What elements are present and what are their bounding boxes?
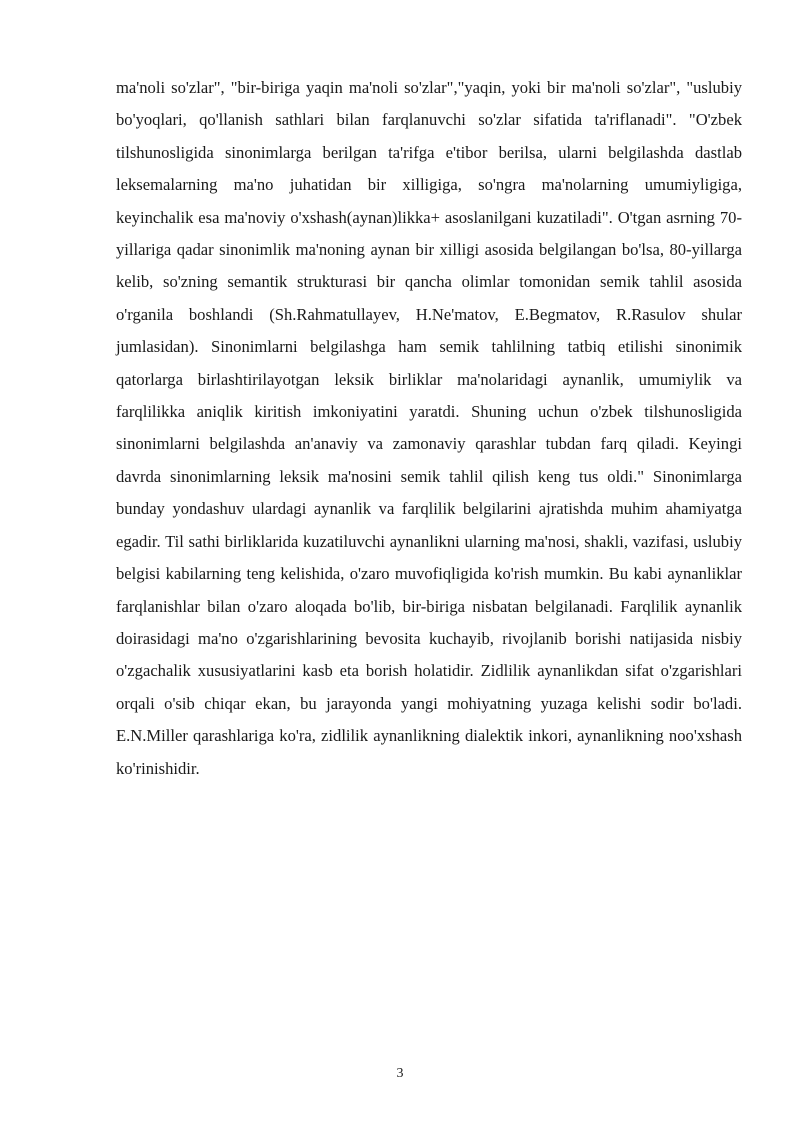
page-number: 3 xyxy=(396,1066,404,1081)
body-paragraph: ma'noli so'zlar", "bir-biriga yaqin ma'noli so'zlar","yaqin, yoki bir ma'noli so'zlar", "uslubiy bo'yoqlari, qo'llanish sathlari bilan farqlanuvchi so'zlar sifatida ta'riflanadi". "O'zbek tilshunosligida sinonimlarga berilgan ta'rifga e'tibor berilsa, ularni belgilashda dastlab leksemalarning ma'no juhatidan bir xilligiga, so'ngra ma'nolarning umumiyligiga, keyinchalik esa ma'noviy o'xshash(aynan)likka+ asoslanilgani kuzatiladi". O'tgan asrning 70-yillariga qadar sinonimlik ma'noning aynan bir xilligi asosida belgilangan bo'lsa, 80-yillarga kelib, so'zning semantik strukturasi bir qancha olimlar tomonidan semik tahlil asosida o'rganila boshlandi (Sh.Rahmatullayev, H.Ne'matov, E.Begmatov, R.Rasulov shular jumlasidan). Sinonimlarni belgilashga ham semik tahlilning tatbiq etilishi sinonimik qatorlarga birlashtirilayotgan leksik birliklar ma'nolaridagi aynanlik, umumiylik va farqlilikka aniqlik kiritish imkoniyatini yaratdi. Shuning uchun o'zbek tilshunosligida sinonimlarni belgilashda an'anaviy va zamonaviy qarashlar tubdan farq qiladi. Keyingi davrda sinonimlarning leksik ma'nosini semik tahlil qilish keng tus oldi." Sinonimlarga bunday yondashuv ulardagi aynanlik va farqlilik belgilarini ajratishda muhim ahamiyatga egadir. Til sathi birliklarida kuzatiluvchi aynanlikni ularning ma'nosi, shakli, vazifasi, uslubiy belgisi kabilarning teng kelishida, o'zaro muvofiqligida ko'rish mumkin. Bu kabi aynanliklar farqlanishlar bilan o'zaro aloqada bo'lib, bir-biriga nisbatan belgilanadi. Farqlilik aynanlik doirasidagi ma'no o'zgarishlarining bevosita kuchayib, rivojlanib borishi natijasida nisbiy o'zgachalik xususiyatlarini kasb eta borish holatidir. Zidlilik aynanlikdan sifat o'zgarishlari orqali o'sib chiqar ekan, bu jarayonda yangi mohiyatning yuzaga kelishi sodir bo'ladi. E.N.Miller qarashlariga ko'ra, zidlilik aynanlikning dialektik inkori, aynanlikning noo'xshash ko'rinishidir. xyxy=(116,78,742,778)
